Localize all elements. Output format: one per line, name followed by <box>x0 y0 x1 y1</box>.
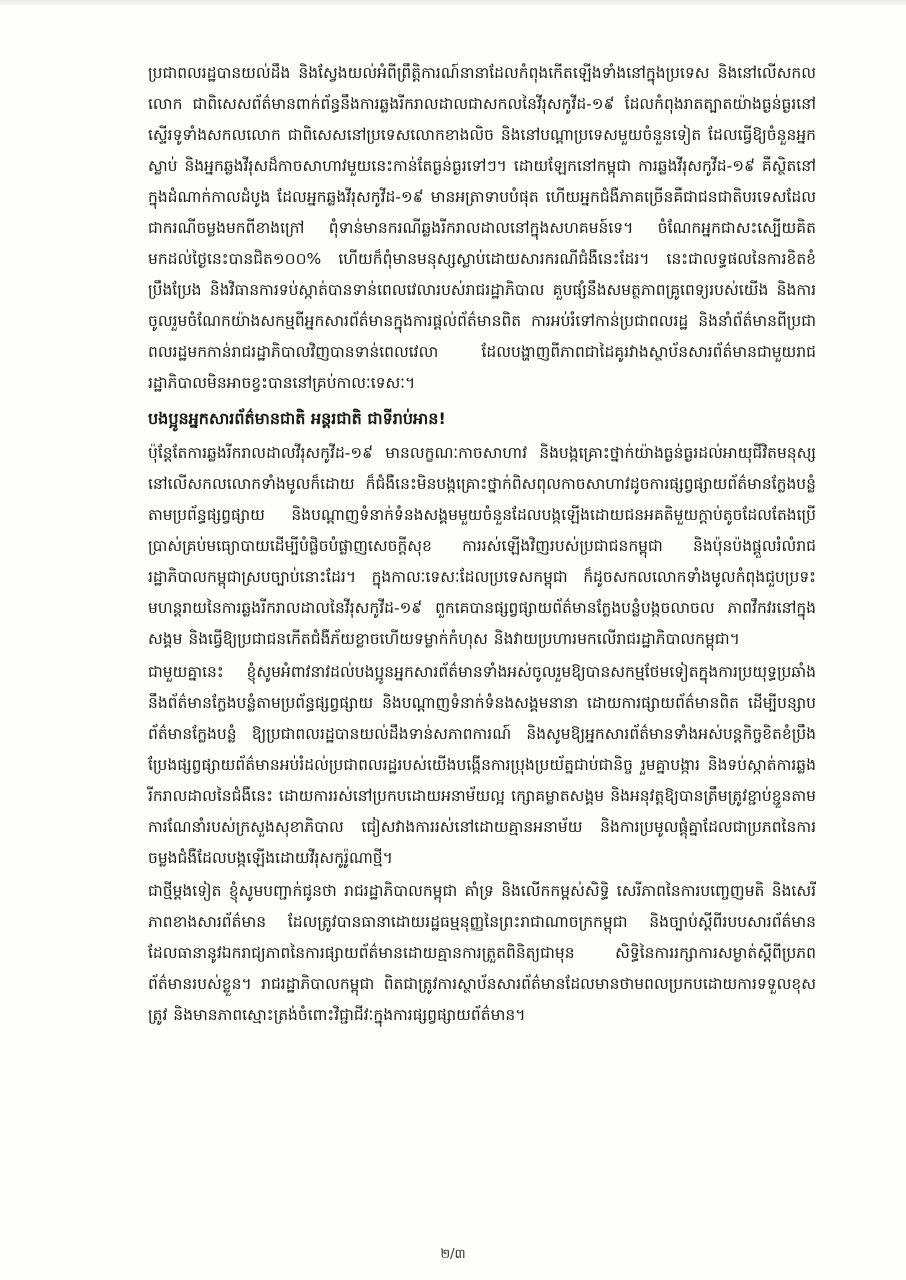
salutation-heading: បងប្អូនអ្នកសារព័ត៌មានជាតិ អន្តរជាតិ ជាទីរាប់អាន! <box>148 409 446 428</box>
paragraph-press-freedom: ជាថ្មីម្តងទៀត ខ្ញុំសូមបញ្ជាក់ជូនថា រាជរដ្ឋាភិបាលកម្ពុជា គាំទ្រ និងលើកកម្ពស់សិទ្ធិ សេរីភាពនៃការបញ្ចេញមតិ និងសេរីភាពខាងសារព័ត៌មាន ដែលត្រូវបានធានាដោយរដ្ឋធម្មនុញ្ញនៃព្រះរាជាណាចក្រកម្ពុជា និងច្បាប់ស្តីពីរបបសារព័ត៌មាន ដែលធានានូវឯករាជ្យភាពនៃការផ្សាយព័ត៌មានដោយគ្មានការត្រួតពិនិត្យជាមុន សិទ្ធិនៃការរក្សាការសម្ងាត់ស្តីពីប្រភពព័ត៌មានរបស់ខ្លួន។ រាជរដ្ឋាភិបាលកម្ពុជា ពិតជាត្រូវការស្ថាប័នសារព័ត៌មានដែលមានថាមពលប្រកបដោយការទទួលខុសត្រូវ និងមានភាពស្មោះត្រង់ចំពោះវិជ្ជាជីវៈក្នុងការផ្សព្វផ្សាយព័ត៌មាន។ <box>148 882 816 1024</box>
paragraph-appeal: ជាមួយគ្នានេះ ខ្ញុំសូមអំពាវនាវដល់បងប្អូនអ្នកសារព័ត៌មានទាំងអស់ចូលរួមឱ្យបានសកម្មថែមទៀតក្នុងការប្រយុទ្ធប្រឆាំងនឹងព័ត៌មានក្លែងបន្លំតាមប្រព័ន្ធផ្សព្វផ្សាយ និងបណ្តាញទំនាក់ទំនងសង្គមនានា ដោយការផ្សាយព័ត៌មានពិត ដើម្បីបន្សាបព័ត៌មានក្លែងបន្លំ ឱ្យប្រជាពលរដ្ឋបានយល់ដឹងទាន់សភាពការណ៍ និងសូមឱ្យអ្នកសារព័ត៌មានទាំងអស់បន្តកិច្ចខិតខំប្រឹងប្រែងផ្សព្វផ្សាយព័ត៌មានអប់រំដល់ប្រជាពលរដ្ឋរបស់យើងបង្កើនការប្រុងប្រយ័ត្នជាប់ជានិច្ច រួមគ្នាបង្ការ និងទប់ស្កាត់ការឆ្លងរីករាលដាលនៃជំងឺនេះ ដោយការរស់នៅប្រកបដោយអនាម័យល្អ ក្សោគម្លាតសង្គម និងអនុវត្តឱ្យបានត្រឹមត្រូវខ្ជាប់ខ្ជួនតាមការណែនាំរបស់ក្រសួងសុខាភិបាល ជៀសវាងការរស់នៅដោយគ្មានអនាម័យ និងការប្រមូលផ្តុំគ្នាដែលជាប្រភពនៃការចម្លងជំងឺដែលបង្កឡើងដោយវីរុសកូរ៉ូណាថ្មី។ <box>148 663 816 867</box>
page-number: ២/៣ <box>440 1247 466 1262</box>
paragraph-fake-news: ប៉ុន្តែតែការឆ្លងរីករាលដាលវីរុសកូវីដ-១៩ មានលក្ខណៈកាចសាហាវ និងបង្កគ្រោះថ្នាក់យ៉ាងធ្ងន់ធ្ងរដល់អាយុជីវិតមនុស្សនៅលើសកលលោកទាំងមូលក៏ដោយ ក៏ជំងឺនេះមិនបង្កគ្រោះថ្នាក់ពិសពុលកាចសាហាវដូចការផ្សព្វផ្សាយព័ត៌មានក្លែងបន្លំតាមប្រព័ន្ធផ្សព្វផ្សាយ និងបណ្តាញទំនាក់ទំនងសង្គមមួយចំនួនដែលបង្កឡើងដោយជនអគតិមួយក្តាប់តូចដែលតែងប្រើប្រាស់គ្រប់មធ្យោបាយដើម្បីបំផ្លិចបំផ្លាញសេចក្តីសុខ ការរស់ឡើងវិញរបស់ប្រជាជនកម្ពុជា និងប៉ុនប៉ងផ្តួលរំលំរាជរដ្ឋាភិបាលកម្ពុជាស្របច្បាប់នោះដែរ។ ក្នុងកាលៈទេសៈដែលប្រទេសកម្ពុជា ក៏ដូចសកលលោកទាំងមូលកំពុងជួបប្រទះមហន្តរាយនៃការឆ្លងរីករាលដាលនៃវីរុសកូវីដ-១៩ ពួកគេបានផ្សព្វផ្សាយព័ត៌មានក្លែងបន្លំបង្កចលាចល ភាពវឹកវរនៅក្នុងសង្គម និងធ្វើឱ្យប្រជាជនកើតជំងឺភ័យខ្លាចហើយទម្លាក់កំហុស និងវាយប្រហារមកលើរាជរដ្ឋាភិបាលកម្ពុជា។ <box>148 444 816 648</box>
paragraph-intro: ប្រជាពលរដ្ឋបានយល់ដឹង និងស្វែងយល់អំពីព្រឹត្តិការណ៍នានាដែលកំពុងកើតឡើងទាំងនៅក្នុងប្រទេស និងនៅលើសកលលោក ជាពិសេសព័ត៌មានពាក់ព័ន្ធនឹងការឆ្លងរីករាលដាលជាសកលនៃវីរុសកូវីដ-១៩ ដែលកំពុងរាតត្បាតយ៉ាងធ្ងន់ធ្ងរនៅស្ទើរទូទាំងសកលលោក ជាពិសេសនៅប្រទេសលោកខាងលិច និងនៅបណ្តាប្រទេសមួយចំនួនទៀត ដែលធ្វើឱ្យចំនួនអ្នកស្លាប់ និងអ្នកឆ្លងវីរុសដ៏កាចសាហាវមួយនេះកាន់តែធ្ងន់ធ្ងរទៅៗ។ ដោយឡែកនៅកម្ពុជា ការឆ្លងវីរុសកូវីដ-១៩ គឺស្ថិតនៅក្នុងដំណាក់កាលដំបូង ដែលអ្នកឆ្លងវីរុសកូវីដ-១៩ មានអត្រាទាបបំផុត ហើយអ្នកជំងឺភាគច្រើនគឺជាជនជាតិបរទេសដែលជាករណីចម្លងមកពីខាងក្រៅ ពុំទាន់មានករណីឆ្លងរីករាលដាលនៅក្នុងសហគមន៍ទេ។ ចំណែកអ្នកជាសះស្បើយគិតមកដល់ថ្ងៃនេះបានជិត១០០% ហើយក៏ពុំមានមនុស្សស្លាប់ដោយសារករណីជំងឺនេះដែរ។ នេះជាលទ្ធផលនៃការខិតខំប្រឹងប្រែង និងវិធានការទប់ស្កាត់បានទាន់ពេលវេលារបស់រាជរដ្ឋាភិបាល គួបផ្សំនឹងសមត្ថភាពគ្រូពេទ្យរបស់យើង និងការចូលរួមចំណែកយ៉ាងសកម្មពីអ្នកសារព័ត៌មានក្នុងការផ្តល់ព័ត៌មានពិត ការអប់រំទៅកាន់ប្រជាពលរដ្ឋ និងនាំព័ត៌មានពីប្រជាពលរដ្ឋមកកាន់រាជរដ្ឋាភិបាលវិញបានទាន់ពេលវេលា ដែលបង្ហាញពីភាពជាដៃគូរវាងស្ថាប័នសារព័ត៌មានជាមួយរាជរដ្ឋាភិបាលមិនអាចខ្វះបាននៅគ្រប់កាលៈទេសៈ។ <box>148 64 816 392</box>
